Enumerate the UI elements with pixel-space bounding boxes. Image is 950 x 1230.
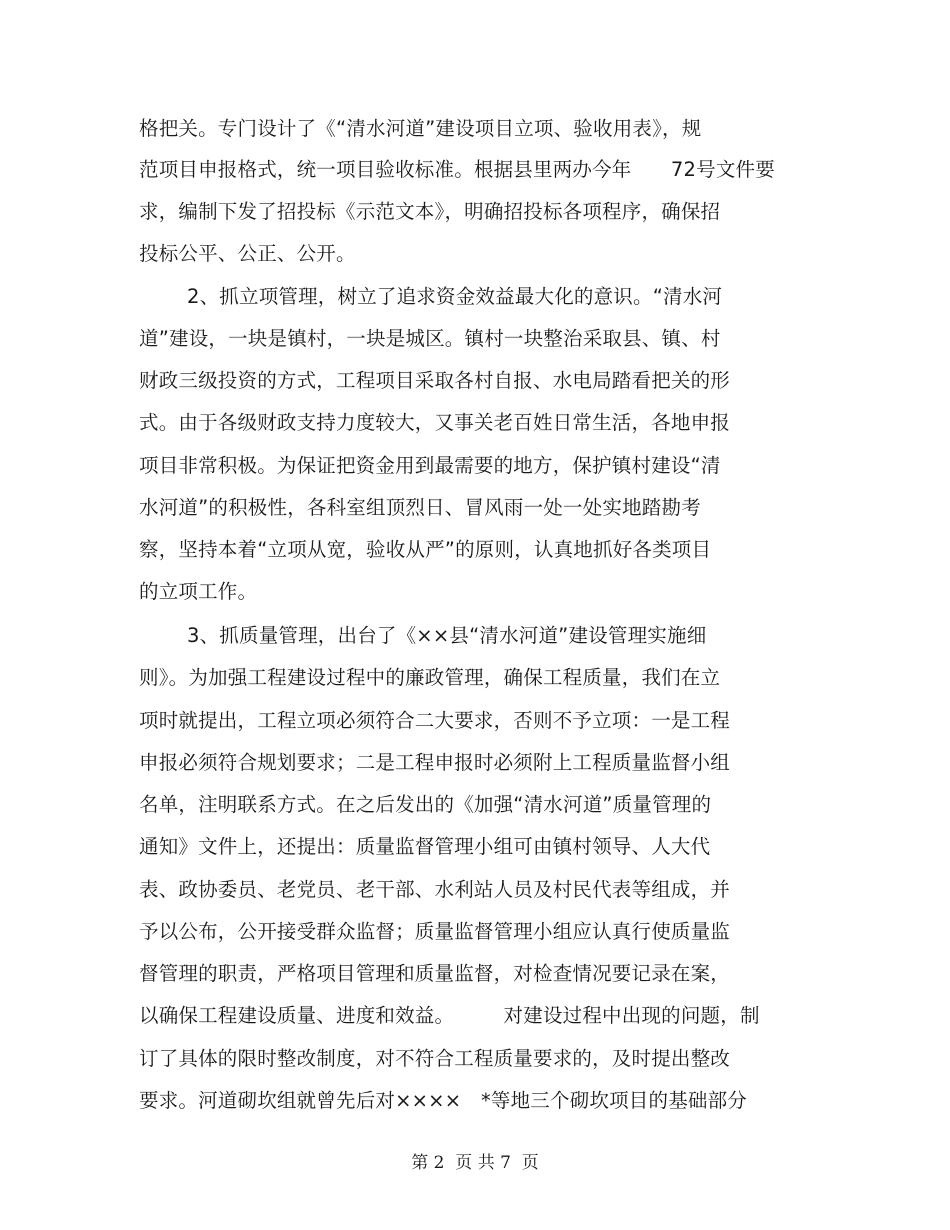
text-line: 通知》文件上，还提出：质量监督管理小组可由镇村领导、人大代 bbox=[139, 835, 711, 858]
text-line: 财政三级投资的方式，工程项目采取各村自报、水电局踏看把关的形 bbox=[139, 369, 731, 392]
text-line: 察，坚持本着“立项从宽，验收从严”的原则，认真地抓好各类项目 bbox=[139, 538, 712, 561]
text-line: 项目非常积极。为保证把资金用到最需要的地方，保护镇村建设“清 bbox=[139, 454, 721, 477]
text-line: 申报必须符合规划要求；二是工程申报时必须附上工程质量监督小组 bbox=[139, 751, 731, 774]
text-line: 道”建设，一块是镇村，一块是城区。镇村一块整治采取县、镇、村 bbox=[139, 327, 721, 350]
text-line: 投标公平、公正、公开。 bbox=[139, 242, 356, 265]
text-line: 范项目申报格式，统一项目验收标准。根据县里两办今年 72号文件要 bbox=[139, 158, 775, 181]
text-line: 要求。河道砌坎组就曾先后对×××× *等地三个砌坎项目的基础部分 bbox=[139, 1089, 748, 1112]
text-line: 的立项工作。 bbox=[139, 580, 258, 603]
text-line: 式。由于各级财政支持力度较大，又事关老百姓日常生活，各地申报 bbox=[139, 411, 731, 434]
text-line: 予以公布，公开接受群众监督；质量监督管理小组应认真行使质量监 bbox=[139, 920, 731, 943]
text-line: 水河道”的积极性，各科室组顶烈日、冒风雨一处一处实地踏勘考 bbox=[139, 496, 701, 519]
page-number-footer: 第 2 页 共 7 页 bbox=[411, 1153, 539, 1173]
text-line: 以确保工程建设质量、进度和效益。 对建设过程中出现的问题，制 bbox=[139, 1004, 760, 1027]
text-line: 格把关。专门设计了《“清水河道”建设项目立项、验收用表》，规 bbox=[139, 117, 702, 140]
text-line: 3、抓质量管理，出台了《××县“清水河道”建设管理实施细 bbox=[187, 624, 707, 647]
text-line: 表、政协委员、老党员、老干部、水利站人员及村民代表等组成，并 bbox=[139, 878, 731, 901]
text-line: 督管理的职责，严格项目管理和质量监督，对检查情况要记录在案， bbox=[139, 962, 731, 985]
text-line: 2、抓立项管理，树立了追求资金效益最大化的意识。“清水河 bbox=[187, 285, 723, 308]
text-line: 项时就提出，工程立项必须符合二大要求，否则不予立项：一是工程 bbox=[139, 709, 731, 732]
text-line: 求，编制下发了招投标《示范文本》，明确招投标各项程序，确保招 bbox=[139, 200, 721, 223]
text-line: 订了具体的限时整改制度，对不符合工程质量要求的，及时提出整改 bbox=[139, 1047, 731, 1070]
text-line: 则》。为加强工程建设过程中的廉政管理，确保工程质量，我们在立 bbox=[139, 666, 721, 689]
text-line: 名单，注明联系方式。在之后发出的《加强“清水河道”质量管理的 bbox=[139, 793, 712, 816]
